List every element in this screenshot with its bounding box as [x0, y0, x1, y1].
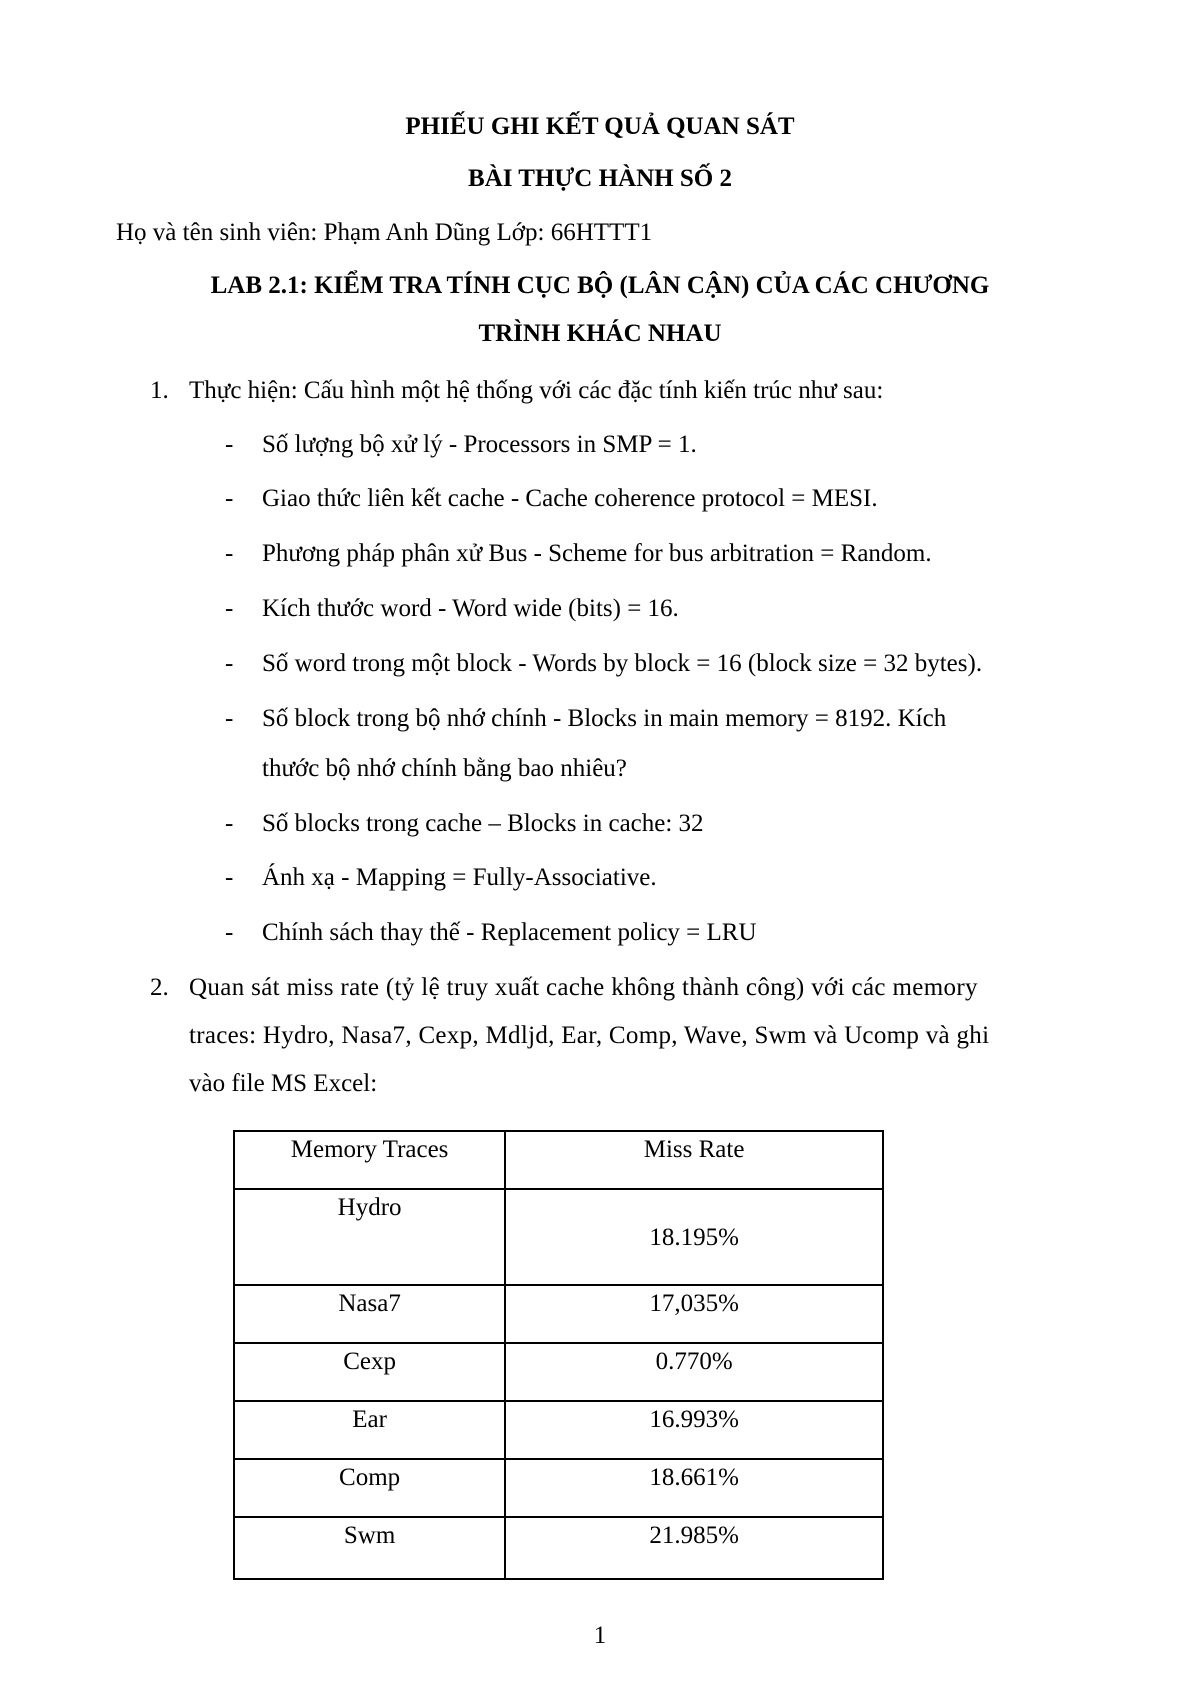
table-row: [234, 1401, 883, 1459]
miss-rate-cell: 17,035%: [505, 1285, 883, 1343]
list-item-text: Số block trong bộ nhớ chính - Blocks in main memory = 8192. Kích: [262, 705, 947, 732]
bullet-dash: -: [225, 864, 234, 891]
document-subtitle: BÀI THỰC HÀNH SỐ 2: [468, 165, 732, 192]
trace-cell: Cexp: [234, 1343, 505, 1401]
section-2-line: vào file MS Excel:: [189, 1070, 378, 1097]
trace-cell: Comp: [234, 1459, 505, 1517]
bullet-dash: -: [225, 810, 234, 837]
miss-rate-cell: 18.661%: [505, 1459, 883, 1517]
section-1-text: Thực hiện: Cấu hình một hệ thống với các đặc tính kiến trúc như sau:: [189, 377, 884, 404]
list-item-text: Số word trong một block - Words by block = 16 (block size = 32 bytes).: [262, 650, 983, 677]
section-2-line: traces: Hydro, Nasa7, Cexp, Mdljd, Ear, Comp, Wave, Swm và Ucomp và ghi: [189, 1022, 990, 1049]
miss-rate-cell: 21.985%: [505, 1517, 883, 1579]
miss-rate-table: [233, 1130, 884, 1580]
miss-rate-cell: 16.993%: [505, 1401, 883, 1459]
bullet-dash: -: [225, 540, 234, 567]
table-row: [234, 1343, 883, 1401]
section-2-line: Quan sát miss rate (tỷ lệ truy xuất cache không thành công) với các memory: [189, 974, 978, 1001]
section-2-number: 2.: [150, 974, 169, 1001]
list-item-text: Ánh xạ - Mapping = Fully-Associative.: [262, 864, 657, 891]
lab-heading-line1: LAB 2.1: KIỂM TRA TÍNH CỤC BỘ (LÂN CẬN) CỦA CÁC CHƯƠNG: [210, 272, 990, 299]
table-row: [234, 1459, 883, 1517]
trace-cell: Nasa7: [234, 1285, 505, 1343]
bullet-dash: -: [225, 595, 234, 622]
trace-cell: Hydro: [234, 1189, 505, 1285]
list-item-text: Phương pháp phân xử Bus - Scheme for bus arbitration = Random.: [262, 540, 932, 567]
trace-cell: Ear: [234, 1401, 505, 1459]
table-row: [234, 1517, 883, 1579]
bullet-dash: -: [225, 705, 234, 732]
bullet-dash: -: [225, 431, 234, 458]
list-item-text: Số lượng bộ xử lý - Processors in SMP = 1.: [262, 431, 697, 458]
list-item-text: Giao thức liên kết cache - Cache coherence protocol = MESI.: [262, 485, 878, 512]
document-title: PHIẾU GHI KẾT QUẢ QUAN SÁT: [405, 113, 795, 140]
trace-cell: Swm: [234, 1517, 505, 1579]
miss-rate-cell: 0.770%: [505, 1343, 883, 1401]
list-item-continuation: thước bộ nhớ chính bằng bao nhiêu?: [262, 755, 627, 782]
lab-heading-line2: TRÌNH KHÁC NHAU: [478, 320, 722, 347]
page-number: 1: [593, 1622, 607, 1649]
list-item-text: Kích thước word - Word wide (bits) = 16.: [262, 595, 679, 622]
table-row: [234, 1189, 883, 1285]
miss-rate-cell: [505, 1189, 883, 1285]
column-header: Miss Rate: [505, 1131, 883, 1189]
list-item-text: Chính sách thay thế - Replacement policy = LRU: [262, 919, 757, 946]
miss-rate-value: 18.195%: [649, 1224, 739, 1251]
bullet-dash: -: [225, 650, 234, 677]
table-header-row: [234, 1131, 883, 1189]
section-1-number: 1.: [150, 377, 169, 404]
column-header: Memory Traces: [234, 1131, 505, 1189]
bullet-dash: -: [225, 485, 234, 512]
list-item-text: Số blocks trong cache – Blocks in cache: 32: [262, 810, 704, 837]
bullet-dash: -: [225, 919, 234, 946]
table-row: [234, 1285, 883, 1343]
student-info: Họ và tên sinh viên: Phạm Anh Dũng Lớp: 66HTTT1: [116, 219, 653, 246]
